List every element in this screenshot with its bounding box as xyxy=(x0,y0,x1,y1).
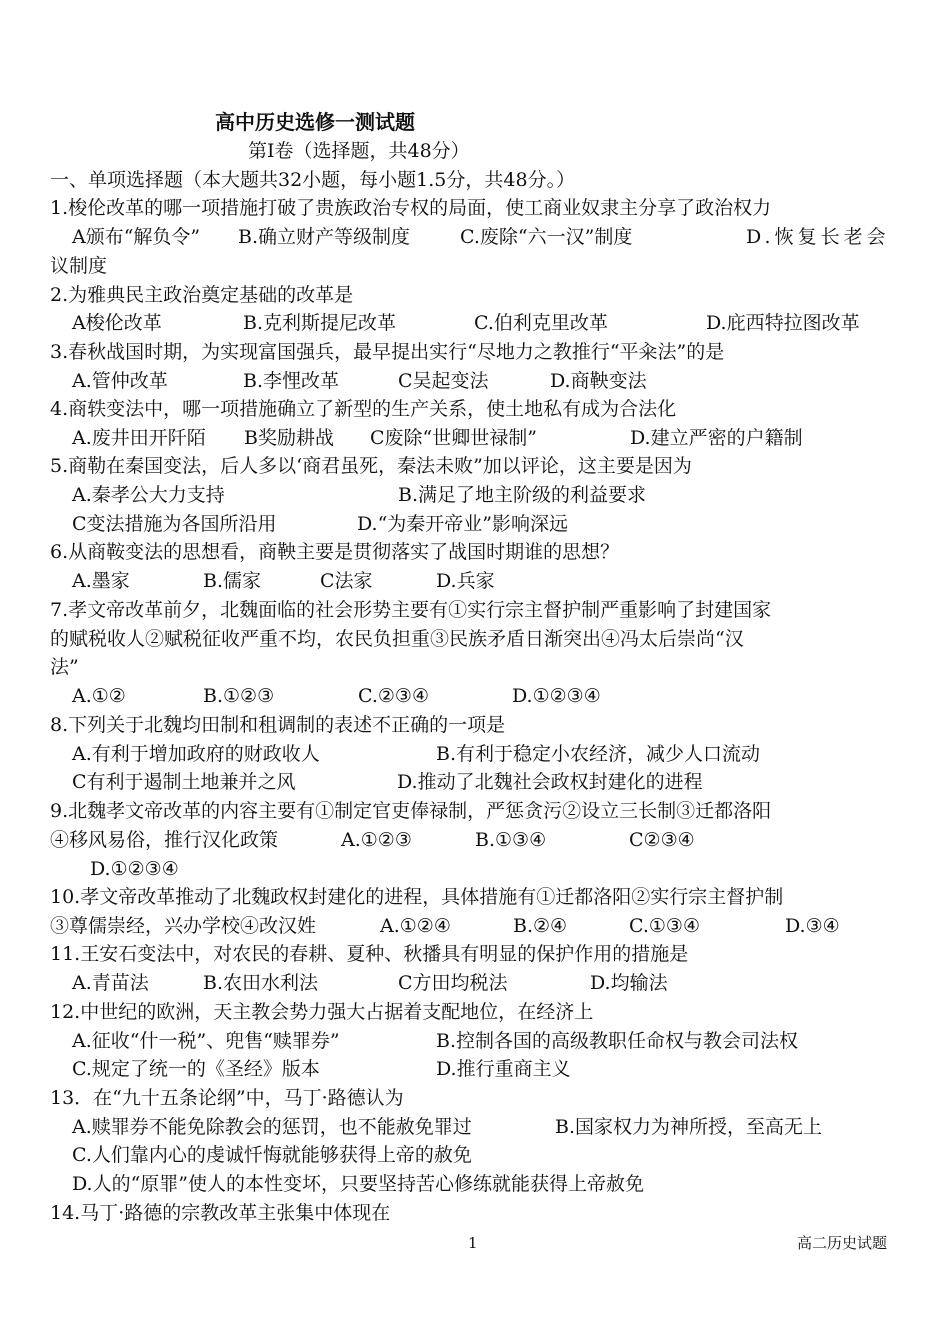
question-2-option-c: C.伯利克里改革 xyxy=(474,312,608,334)
question-12-stem: 12.中世纪的欧洲，天主教会势力强大占据着支配地位，在经济上 xyxy=(50,1001,594,1023)
question-9-option-b: B.①③④ xyxy=(475,829,547,851)
question-9-option-a: A.①②③ xyxy=(341,829,412,851)
section-heading: 一、单项选择题（本大题共32小题，每小题1.5分，共48分。） xyxy=(50,169,576,191)
question-1-stem: 1.梭伦改革的哪一项措施打破了贵族政治专权的局面，使工商业奴隶主分享了政治权力 xyxy=(50,197,772,219)
question-14-stem: 14.马丁·路德的宗教改革主张集中体现在 xyxy=(50,1202,391,1224)
footer-label: 高二历史试题 xyxy=(797,1234,888,1252)
question-11-option-d: D.均输法 xyxy=(590,972,668,994)
question-1-option-a: A颁布“解负令” xyxy=(72,226,201,248)
question-10-option-c: C.①③④ xyxy=(629,915,700,937)
question-7-option-b: B.①②③ xyxy=(203,685,275,707)
question-10-stem-line-1: 10.孝文帝改革推动了北魏政权封建化的进程，具体措施有①迁都洛阳②实行宗主督护制 xyxy=(50,886,784,908)
question-5-option-c: C变法措施为各国所沿用 xyxy=(72,513,277,535)
question-10-option-d: D.③④ xyxy=(785,915,840,937)
question-8-option-c: C有利于遏制土地兼并之风 xyxy=(72,771,296,793)
question-5-option-d: D.“为秦开帝业”影响深远 xyxy=(357,513,569,535)
question-3-option-c: C吴起变法 xyxy=(398,370,489,392)
question-1-option-c: C.废除“六一汉”制度 xyxy=(460,226,633,248)
question-9-stem-line-2: ④移风易俗，推行汉化政策 xyxy=(50,829,279,851)
question-7-option-c: C.②③④ xyxy=(358,685,429,707)
question-10-option-b: B.②④ xyxy=(513,915,568,937)
question-2-option-b: B.克利斯提尼改革 xyxy=(243,312,397,334)
question-9-stem-line-1: 9.北魏孝文帝改革的内容主要有①制定官吏俸禄制，严惩贪污②设立三长制③迁都洛阳 xyxy=(50,800,772,822)
question-13-option-b: B.国家权力为神所授，至高无上 xyxy=(555,1116,823,1138)
question-12-option-d: D.推行重商主义 xyxy=(436,1058,571,1080)
paper-section-subtitle: 第Ⅰ卷（选择题，共48分） xyxy=(248,140,470,162)
question-1-option-d: D.恢复长老会 xyxy=(746,226,890,248)
question-11-option-c: C方田均税法 xyxy=(398,972,508,994)
question-2-option-a: A梭伦改革 xyxy=(72,312,162,334)
page-number: 1 xyxy=(468,1234,478,1252)
question-7-option-a: A.①② xyxy=(72,685,126,707)
question-11-option-a: A.青苗法 xyxy=(72,972,149,994)
question-6-stem: 6.从商鞍变法的思想看，商鞅主要是贯彻落实了战国时期谁的思想？ xyxy=(50,541,620,563)
question-5-stem: 5.商勒在秦国变法，后人多以‘商君虽死，秦法未败”加以评论，这主要是因为 xyxy=(50,455,692,477)
question-12-option-b: B.控制各国的高级教职任命权与教会司法权 xyxy=(436,1030,799,1052)
question-7-option-d: D.①②③④ xyxy=(512,685,601,707)
question-10-option-a: A.①②④ xyxy=(380,915,451,937)
question-5-option-b: B.满足了地主阶级的利益要求 xyxy=(398,484,647,506)
question-5-option-a: A.秦孝公大力支持 xyxy=(72,484,225,506)
question-11-option-b: B.农田水利法 xyxy=(203,972,319,994)
question-11-stem: 11.王安石变法中，对农民的春耕、夏种、秋播具有明显的保护作用的措施是 xyxy=(50,943,689,965)
page-title: 高中历史选修一测试题 xyxy=(215,110,415,134)
question-2-option-d: D.庇西特拉图改革 xyxy=(706,312,860,334)
question-6-option-a: A.墨家 xyxy=(72,570,130,592)
question-9-option-c: C②③④ xyxy=(629,829,695,851)
question-4-option-b: B奖励耕战 xyxy=(244,427,334,449)
question-8-stem: 8.下列关于北魏均田制和租调制的表述不正确的一项是 xyxy=(50,714,506,736)
question-13-stem: 13．在“九十五条论纲”中，马丁·路德认为 xyxy=(50,1087,404,1109)
question-8-option-a: A.有利于增加政府的财政收人 xyxy=(72,743,320,765)
question-1-option-d-continued: 议制度 xyxy=(50,255,108,277)
question-3-option-b: B.李悝改革 xyxy=(243,370,340,392)
question-3-option-d: D.商鞅变法 xyxy=(550,370,647,392)
question-1-option-b: B.确立财产等级制度 xyxy=(238,226,411,248)
question-6-option-d: D.兵家 xyxy=(436,570,495,592)
question-13-option-d: D.人的“原罪”使人的本性变坏，只要坚持苦心修练就能获得上帝赦免 xyxy=(72,1173,645,1195)
question-12-option-a: A.征收“什一税”、兜售“赎罪券” xyxy=(72,1030,340,1052)
question-13-option-a: A.赎罪券不能免除教会的惩罚，也不能赦免罪过 xyxy=(72,1116,472,1138)
question-3-stem: 3.春秋战国时期，为实现富国强兵，最早提出实行“尽地力之教推行“平籴法”的是 xyxy=(50,341,725,363)
question-4-option-d: D.建立严密的户籍制 xyxy=(630,427,803,449)
question-8-option-b: B.有利于稳定小农经济，减少人口流动 xyxy=(436,743,761,765)
question-12-option-c: C.规定了统一的《圣经》版本 xyxy=(72,1058,320,1080)
question-7-stem-line-1: 7.孝文帝改革前夕，北魏面临的社会形势主要有①实行宗主督护制严重影响了封建国家 xyxy=(50,599,772,621)
question-7-stem-line-2: 的赋税收人②赋税征收严重不均，农民负担重③民族矛盾日渐突出④冯太后崇尚“汉 xyxy=(50,628,744,650)
question-4-option-a: A.废井田开阡陌 xyxy=(72,427,206,449)
question-2-stem: 2.为雅典民主政治奠定基础的改革是 xyxy=(50,284,354,306)
question-13-option-c: C.人们靠内心的虔诚忏悔就能够获得上帝的赦免 xyxy=(72,1144,472,1166)
question-3-option-a: A.管仲改革 xyxy=(72,370,168,392)
question-8-option-d: D.推动了北魏社会政权封建化的进程 xyxy=(397,771,703,793)
question-4-option-c: C废除“世卿世禄制” xyxy=(370,427,537,449)
question-6-option-c: C法家 xyxy=(320,570,373,592)
question-9-option-d: D.①②③④ xyxy=(90,858,179,880)
question-7-stem-line-3: 法” xyxy=(50,656,79,678)
question-4-stem: 4.商轶变法中，哪一项措施确立了新型的生产关系，使土地私有成为合法化 xyxy=(50,398,677,420)
question-6-option-b: B.儒家 xyxy=(203,570,262,592)
question-10-stem-line-2: ③尊儒崇经，兴办学校④改汉姓 xyxy=(50,915,317,937)
